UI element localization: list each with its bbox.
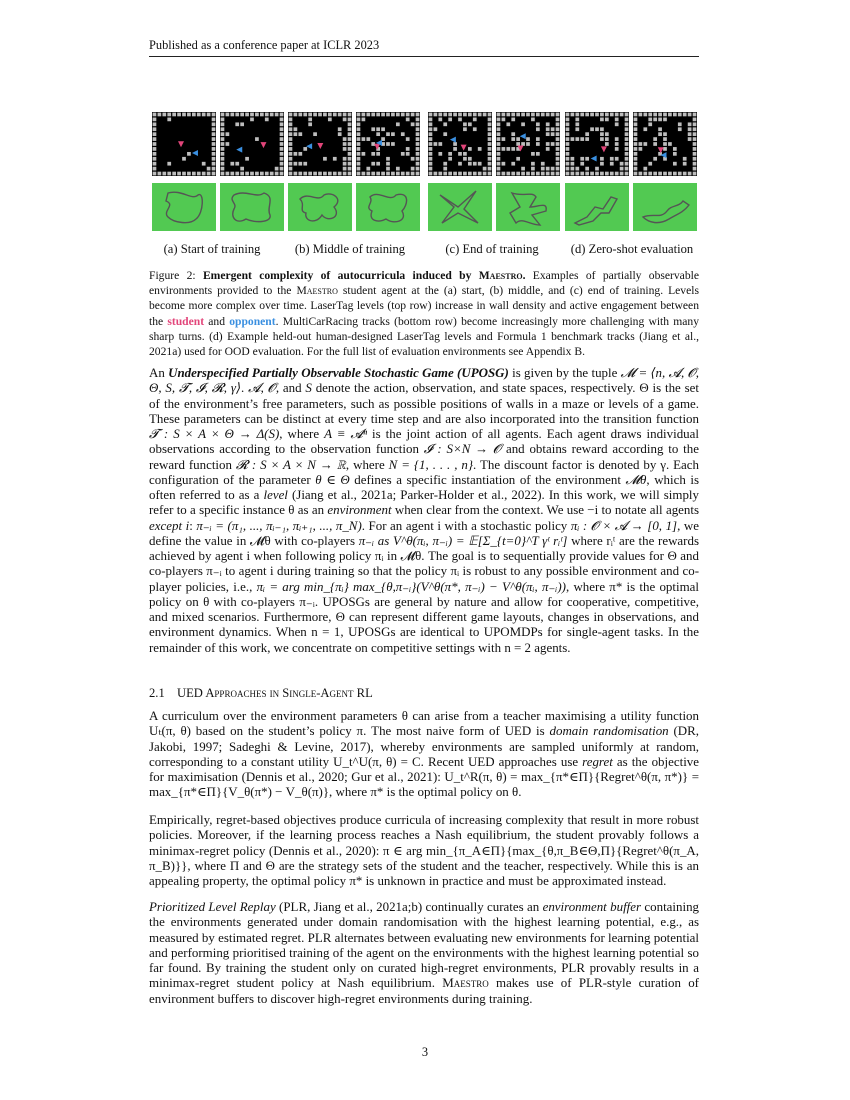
lasertag-level-6	[496, 112, 560, 176]
student-word: student	[167, 314, 205, 328]
racing-track-8	[633, 183, 697, 231]
plr-paragraph: Prioritized Level Replay (PLR, Jiang et al., 2021a;b) continually curates an environment buffer containing the environments generated under domain randomisation with the highest learning potential, e.g., as measured by estimated regret. PLR alternates between evaluating new environments for learning potential and performing prioritised training of the agent on the environments with the highest learning potential so far found. By training the student only on curated high-regret environments, PLR provably results in a minimax-regret student policy at Nash equilibrium. Maestro makes use of PLR-style curation of environment buffers to discover high-regret environments during training.	[149, 899, 700, 1006]
ued-paragraph: A curriculum over the environment parameters θ can arise from a teacher maximising a utility function Uₜ(π, θ) based on the student’s policy π. The most naive form of UED is domain randomisation (DR, Jakobi, 1997; Sadeghi & Levine, 2017), whereby environments are sampled uniformly at random, corresponding to a constant utility U_t^U(π, θ) = C. Recent UED approaches use regret as the objective for maximisation (Dennis et al., 2020; Gur et al., 2021): U_t^R(π, θ) = max_{π*∈Π}{Regret^θ(π, π*)} = max_{π*∈Π}{V_θ(π*) − V_θ(π)}, where π* is the optimal policy on θ.	[149, 708, 699, 800]
lasertag-levels-row	[152, 112, 697, 176]
subcaption-a: (a) Start of training	[163, 242, 261, 256]
section-title: UED Approaches in Single-Agent RL	[177, 686, 373, 700]
multicarracing-tracks-row	[152, 183, 697, 231]
racing-track-5	[428, 183, 492, 231]
caption-title: Emergent complexity of autocurricula induced by Maestro.	[202, 269, 526, 282]
lasertag-level-4	[356, 112, 420, 176]
lasertag-level-3	[288, 112, 352, 176]
section-heading: 2.1 UED Approaches in Single-Agent RL	[149, 686, 373, 700]
racing-track-3	[288, 183, 352, 231]
uposg-term: Underspecified Partially Observable Stochastic Game (UPOSG)	[168, 365, 509, 380]
opponent-word: opponent	[229, 314, 276, 328]
regret-paragraph: Empirically, regret-based objectives produce curricula of increasing complexity that result in more robust policies. Moreover, if the learning process reaches a Nash equilibrium, the student provably follows a minimax-regret policy (Dennis et al., 2020): π ∈ arg min_{π_A∈Π}{max_{θ,π_B∈Θ,Π}{Regret^θ(π_A, π_B)}}, where Π and Θ are the strategy sets of the student and the teacher, respectively. While this is an appealing property, the optimal policy π* is unknown in practice and must be approximated instead.	[149, 812, 699, 888]
racing-track-6	[496, 183, 560, 231]
subcaption-d: (d) Zero-shot evaluation	[570, 242, 694, 256]
racing-track-4	[356, 183, 420, 231]
lasertag-level-2	[220, 112, 284, 176]
page-number: 3	[421, 1045, 429, 1059]
subcaption-b: (b) Middle of training	[294, 242, 406, 256]
lasertag-level-1	[152, 112, 216, 176]
uposg-paragraph: An Underspecified Partially Observable Stochastic Game (UPOSG) is given by the tuple 𝓜 = ⟨n, 𝓐, 𝓞, Θ, S, 𝓣, 𝓘, 𝓡, γ⟩. 𝓐, 𝓞, and S denote the action, observation, and state spaces, respectively. Θ is the set of the environment’s free parameters, such as possible positions of walls in a maze or levels of a game. These parameters can be distinct at every time step and are also incorporated into the transition function 𝓣 : S × A × Θ → Δ(S), where A ≡ 𝓐ⁿ is the joint action of all agents. Each agent draws individual observations according to the observation function 𝓘 : S×N → 𝓞 and obtains reward according to the reward function 𝓡 : S × A × N → ℝ, where N = {1, . . . , n}. The discount factor is denoted by γ. Each configuration of the parameter θ ∈ Θ defines a specific instantiation of the environment 𝓜θ, which is often referred to as a level (Jiang et al., 2021a; Parker-Holder et al., 2022). In this work, we will simply refer to a specific instance θ as an environment when clear from the context. We use −i to notate all agents except i: π₋ᵢ = (π₁, ..., πᵢ₋₁, πᵢ₊₁, ..., π_N). For an agent i with a stochastic policy πᵢ : 𝓞 × 𝓐 → [0, 1], we define the value in 𝓜θ with co-players π₋ᵢ as V^θ(πᵢ, π₋ᵢ) = 𝔼[Σ_{t=0}^T γᵗ rᵢᵗ] where rᵢᵗ are the rewards achieved by agent i when following policy πᵢ in 𝓜θ. The goal is to sequentially provide values for Θ and co-players π₋ᵢ to agent i during training so that the policy πᵢ is robust to any possible environment and co-player policies, i.e., πᵢ = arg min_{πᵢ} max_{θ,π₋ᵢ}(V^θ(π*, π₋ᵢ) − V^θ(πᵢ, π₋ᵢ)), where π* is the optimal policy on θ with co-players π₋ᵢ. UPOSGs are general by nature and allow for cooperative, competitive, and mixed scenarios. Furthermore, Θ can represent different game layouts, changes in observations, and environment dynamics. When n = 1, UPOSGs are identical to UPOMDPs for single-agent tasks. In the remainder of this work, we concentrate on competitive settings with n = 2 agents.	[149, 365, 700, 655]
racing-track-2	[220, 183, 284, 231]
lasertag-level-7	[565, 112, 629, 176]
racing-track-7	[565, 183, 629, 231]
header-rule	[149, 56, 699, 57]
subcaptions	[152, 242, 697, 258]
running-header: Published as a conference paper at ICLR 2023	[149, 38, 380, 52]
lasertag-level-8	[633, 112, 697, 176]
lasertag-level-5	[428, 112, 492, 176]
racing-track-1	[152, 183, 216, 231]
subcaption-c: (c) End of training	[445, 242, 539, 256]
caption-label: Figure 2:	[149, 269, 196, 282]
figure-caption: Figure 2: Emergent complexity of autocurricula induced by Maestro. Examples of partially observable environments provided to the Maestro student agent at the (a) start, (b) middle, and (c) end of training. Levels become more complex over time. LaserTag levels (top row) increase in wall density and active engagement between the student and opponent. MultiCarRacing tracks (bottom row) become increasingly more challenging with many sharp turns. (d) Example held-out human-designed LaserTag levels and Formula 1 benchmark tracks (Jiang et al., 2021a) used for OOD evaluation. For the full list of evaluation environments see Appendix B.	[149, 269, 700, 359]
